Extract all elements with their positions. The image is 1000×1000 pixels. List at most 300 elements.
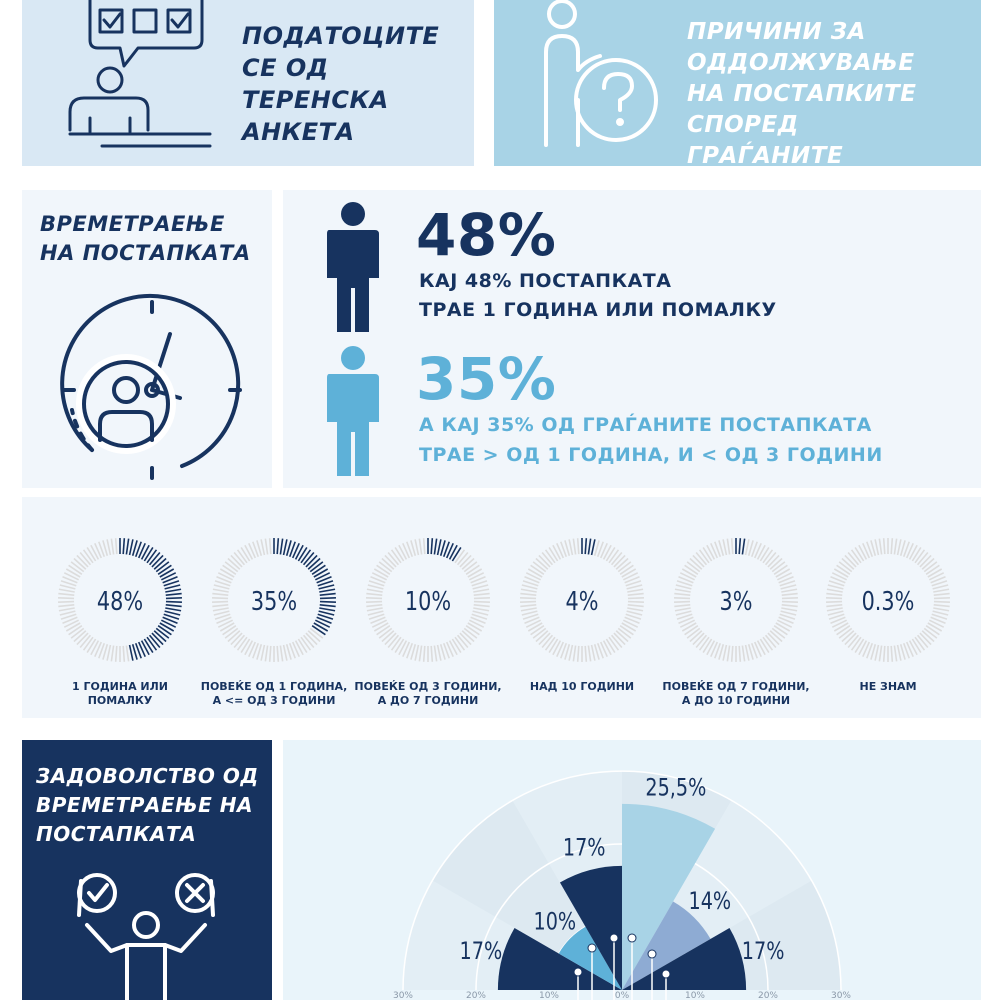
ring-tick-track — [241, 547, 249, 561]
ring-tick-track — [834, 623, 848, 631]
ring-tick-filled — [130, 645, 133, 661]
ring-tick-filled — [123, 538, 124, 554]
ring-tick-track — [379, 628, 392, 638]
ring-tick-track — [760, 639, 768, 653]
chart-pin-marker — [610, 934, 618, 942]
ring-tick-track — [732, 646, 733, 662]
ring-tick-track — [213, 589, 229, 592]
ring-tick-filled — [277, 538, 278, 554]
ring-tick-track — [531, 565, 544, 574]
ring-percent: 4% — [565, 585, 599, 617]
stat1-line1: КАЈ 48% ПОСТАПКАТА — [419, 270, 672, 292]
ring-tick-track — [879, 539, 881, 555]
ring-percent: 0.3% — [861, 585, 915, 617]
ring-tick-track — [723, 645, 726, 661]
ring-tick-track — [367, 608, 383, 611]
ring-tick-track — [898, 539, 901, 555]
ring-percent: 10% — [404, 585, 452, 617]
ring-tick-filled — [592, 539, 595, 555]
ring-tick-track — [520, 598, 536, 599]
ring-tick-track — [898, 645, 901, 661]
ring-tick-track — [685, 565, 698, 574]
ring-tick-track — [933, 608, 949, 611]
ring-tick-track — [310, 628, 323, 638]
ring-tick-track — [742, 646, 744, 662]
ring-label-line1: НАД 10 ГОДИНИ — [529, 680, 635, 693]
ring-tick-track — [628, 594, 644, 596]
ring-tick-track — [573, 539, 575, 555]
ring-tick-filled — [144, 547, 152, 561]
ring-tick-track — [474, 605, 490, 607]
ring-tick-filled — [312, 626, 325, 635]
ring-tick-track — [782, 605, 798, 607]
survey-title: ПОДАТОЦИТЕ СЕ ОД ТЕРЕНСКА АНКЕТА — [242, 22, 440, 146]
ring-tick-track — [520, 594, 536, 596]
ring-tick-filled — [588, 539, 590, 555]
ring-tick-track — [366, 605, 382, 607]
ring-tick-track — [685, 626, 698, 635]
chart-axis-tick: 20% — [465, 991, 487, 1000]
ring-tick-track — [265, 646, 267, 662]
ring-tick-track — [827, 608, 843, 611]
ring-tick-filled — [165, 589, 181, 592]
ring-tick-track — [366, 594, 382, 596]
ring-tick-track — [212, 605, 228, 607]
ring-label — [661, 680, 811, 708]
ring-tick-track — [826, 594, 842, 596]
stat2-line2: ТРАЕ > ОД 1 ГОДИНА, И < ОД 3 ГОДИНИ — [419, 444, 883, 466]
ring-tick-track — [265, 539, 267, 555]
chart-slice-label: 17% — [562, 834, 606, 863]
ring-tick-track — [926, 626, 939, 635]
ring-tick-track — [674, 598, 690, 599]
ring-tick-filled — [126, 539, 128, 555]
ring-tick-filled — [158, 565, 171, 574]
ring-tick-track — [928, 569, 942, 577]
ring-tick-track — [585, 646, 586, 662]
ring-tick-track — [855, 639, 863, 653]
ring-tick-track — [622, 623, 636, 631]
duration-title: ВРЕМЕТРАЕЊЕ НА ПОСТАПКАТА — [40, 212, 251, 265]
ring-tick-track — [377, 626, 390, 635]
ring-tick-track — [520, 602, 536, 603]
ring-tick-filled — [314, 569, 328, 577]
ring-tick-track — [894, 646, 896, 662]
ring-tick-filled — [431, 538, 432, 554]
ring-tick-track — [933, 589, 949, 592]
ring-tick-track — [852, 637, 861, 650]
ring-label — [813, 680, 963, 694]
ring-tick-track — [521, 608, 537, 611]
ring-tick-track — [455, 550, 464, 563]
ring-tick-track — [374, 623, 388, 631]
ring-tick-track — [915, 550, 924, 563]
ring-label-line1: ПОВЕЌЕ ОД 1 ГОДИНА, — [200, 680, 348, 693]
ring-tick-track — [126, 646, 128, 662]
chart-slice-label: 17% — [741, 937, 785, 966]
ring-tick-filled — [298, 547, 306, 561]
ring-tick-track — [213, 608, 229, 611]
ring-tick-track — [123, 646, 124, 662]
ring-tick-track — [723, 539, 726, 555]
ring-tick-track — [934, 605, 950, 607]
ring-tick-track — [520, 605, 536, 607]
ring-label-line2: ПОМАЛКУ — [87, 694, 153, 707]
ring-tick-filled — [156, 562, 169, 572]
ring-label — [353, 680, 503, 708]
ring-tick-filled — [438, 539, 441, 555]
ring-tick-track — [674, 602, 690, 603]
ring-tick-track — [220, 623, 234, 631]
ring-tick-track — [628, 598, 644, 599]
ring-tick-track — [875, 645, 878, 661]
chart-axis-tick: 20% — [757, 991, 779, 1000]
ring-tick-track — [894, 539, 896, 555]
ring-tick-filled — [434, 539, 436, 555]
satisfaction-title-panel — [22, 740, 272, 1000]
ring-tick-track — [277, 646, 278, 662]
survey-person-icon — [62, 0, 222, 150]
ring-tick-track — [627, 608, 643, 611]
ring-tick-track — [392, 637, 401, 650]
ring-tick-track — [915, 637, 924, 650]
ring-tick-track — [473, 589, 489, 592]
ring-tick-filled — [156, 628, 169, 638]
ring-tick-track — [826, 605, 842, 607]
ring-tick-track — [839, 562, 852, 572]
ring-tick-track — [377, 565, 390, 574]
ring-tick-track — [261, 539, 264, 555]
ring-tick-track — [366, 602, 382, 603]
survey-panel — [22, 0, 474, 166]
ring-tick-track — [528, 623, 542, 631]
ring-tick-track — [687, 562, 700, 572]
ring-tick-track — [924, 562, 937, 572]
ring-tick-track — [241, 639, 249, 653]
ring-tick-filled — [314, 623, 328, 631]
chart-axis-tick: 10% — [684, 991, 706, 1000]
ring-tick-track — [837, 565, 850, 574]
ring-tick-track — [424, 538, 425, 554]
ring-tick-track — [578, 538, 579, 554]
ring-tick-track — [466, 626, 479, 635]
ring-chart — [358, 530, 498, 670]
ring-tick-track — [116, 538, 117, 554]
ring-tick-track — [301, 637, 310, 650]
ring-tick-track — [727, 539, 729, 555]
ring-tick-filled — [739, 538, 740, 554]
ring-tick-track — [628, 605, 644, 607]
ring-chart — [818, 530, 958, 670]
ring-tick-track — [238, 550, 247, 563]
person-navy-icon — [323, 202, 383, 332]
ring-label-line2: А ДО 10 ГОДИНИ — [681, 694, 791, 707]
ring-tick-filled — [320, 605, 336, 607]
ring-tick-track — [674, 594, 690, 596]
ring-tick-track — [700, 550, 709, 563]
ring-tick-track — [782, 594, 798, 596]
ring-tick-track — [781, 608, 797, 611]
ring-tick-track — [415, 645, 418, 661]
ring-tick-filled — [144, 639, 152, 653]
ring-tick-track — [682, 623, 696, 631]
ring-tick-track — [212, 602, 228, 603]
ring-tick-track — [464, 628, 477, 638]
ring-tick-track — [270, 538, 271, 554]
ring-tick-track — [225, 562, 238, 572]
ring-tick-track — [69, 565, 82, 574]
ring-tick-filled — [310, 562, 323, 572]
chart-slice-label: 10% — [533, 908, 577, 937]
ring-tick-track — [675, 589, 691, 592]
reasons-title: ПРИЧИНИ ЗА ОДДОЛЖУВАЊЕ НА ПОСТАПКИТЕ СПОРЕД ГРАЃАНИТЕ — [687, 19, 917, 169]
ring-percent: 48% — [96, 585, 144, 617]
ring-tick-track — [107, 539, 110, 555]
ring-chart — [666, 530, 806, 670]
ring-tick-track — [66, 569, 80, 577]
ring-chart — [50, 530, 190, 670]
ring-chart — [204, 530, 344, 670]
chart-pin-marker — [588, 944, 596, 952]
ring-tick-track — [280, 646, 282, 662]
ring-tick-filled — [320, 594, 336, 596]
ring-tick-track — [703, 639, 711, 653]
ring-tick-track — [87, 639, 95, 653]
duration-stats-panel — [283, 190, 981, 488]
ring-tick-track — [739, 646, 740, 662]
ring-tick-track — [682, 569, 696, 577]
ring-tick-track — [700, 637, 709, 650]
ring-tick-filled — [166, 605, 182, 607]
ring-tick-track — [468, 569, 482, 577]
ring-tick-track — [934, 594, 950, 596]
chart-axis-tick: 10% — [538, 991, 560, 1000]
ring-tick-track — [69, 626, 82, 635]
ring-tick-track — [284, 645, 287, 661]
ring-tick-track — [549, 639, 557, 653]
ring-tick-track — [781, 589, 797, 592]
ring-label — [199, 680, 349, 708]
ring-tick-track — [452, 639, 460, 653]
ring-label-line2: А ДО 7 ГОДИНИ — [377, 694, 479, 707]
ring-tick-track — [521, 589, 537, 592]
ring-tick-filled — [312, 565, 325, 574]
chart-axis-tick: 0% — [614, 991, 630, 1000]
ring-tick-filled — [160, 569, 174, 577]
ring-tick-track — [220, 569, 234, 577]
ring-tick-track — [732, 538, 733, 554]
reasons-panel — [494, 0, 981, 169]
person-sky-icon — [323, 346, 383, 476]
ring-tick-track — [58, 598, 74, 599]
ring-tick-filled — [147, 550, 156, 563]
polar-area-chart — [283, 740, 981, 1000]
ring-tick-track — [116, 646, 117, 662]
ring-tick-track — [261, 645, 264, 661]
ring-tick-track — [746, 539, 749, 555]
ring-tick-filled — [319, 608, 335, 611]
ring-tick-track — [826, 602, 842, 603]
ring-tick-track — [531, 626, 544, 635]
ring-tick-track — [774, 626, 787, 635]
ring-tick-track — [827, 589, 843, 592]
person-question-icon — [534, 0, 664, 150]
ring-tick-track — [474, 594, 490, 596]
ring-label — [45, 680, 195, 708]
ring-tick-track — [533, 562, 546, 572]
ring-tick-track — [419, 646, 421, 662]
stat1-value: 48% — [416, 201, 557, 269]
ring-tick-filled — [130, 539, 133, 555]
ring-tick-track — [434, 646, 436, 662]
ring-tick-track — [569, 539, 572, 555]
ring-tick-track — [727, 646, 729, 662]
ring-tick-track — [628, 602, 644, 603]
ring-tick-track — [855, 547, 863, 561]
duration-title-panel — [22, 190, 272, 488]
chart-axis-tick: 30% — [392, 991, 414, 1000]
ring-tick-track — [588, 646, 590, 662]
ring-tick-track — [298, 639, 306, 653]
ring-tick-track — [455, 637, 464, 650]
ring-tick-track — [618, 628, 631, 638]
ring-tick-track — [782, 598, 798, 599]
ring-tick-track — [763, 637, 772, 650]
ring-tick-track — [66, 623, 80, 631]
ring-tick-track — [852, 550, 861, 563]
ring-tick-track — [674, 605, 690, 607]
stat2-line1: А КАЈ 35% ОД ГРАЃАНИТЕ ПОСТАПКАТА — [419, 414, 872, 436]
ring-tick-track — [622, 569, 636, 577]
ring-tick-track — [474, 598, 490, 599]
ring-tick-track — [891, 538, 892, 554]
ring-tick-track — [59, 589, 75, 592]
ring-tick-filled — [166, 594, 182, 596]
satisfaction-title: ЗАДОВОЛСТВО ОД ВРЕМЕТРАЕЊЕ НА ПОСТАПКАТА — [36, 764, 259, 846]
ring-tick-track — [223, 565, 236, 574]
clock-person-icon — [52, 290, 252, 480]
ring-tick-track — [912, 547, 920, 561]
ring-tick-track — [606, 639, 614, 653]
ring-tick-track — [620, 626, 633, 635]
ring-tick-filled — [742, 539, 744, 555]
ring-label-line2: А <= ОД 3 ГОДИНИ — [212, 694, 336, 707]
ring-tick-track — [395, 639, 403, 653]
ring-tick-track — [438, 645, 441, 661]
ring-tick-track — [776, 623, 790, 631]
chart-slice-label: 14% — [688, 887, 732, 916]
ring-tick-track — [746, 645, 749, 661]
ring-tick-track — [926, 565, 939, 574]
ring-tick-track — [875, 539, 878, 555]
ring-tick-track — [424, 646, 425, 662]
ring-tick-track — [58, 594, 74, 596]
ring-tick-filled — [301, 550, 310, 563]
ring-tick-filled — [284, 539, 287, 555]
ring-percent: 35% — [250, 585, 298, 617]
ring-tick-track — [270, 646, 271, 662]
ring-tick-track — [839, 628, 852, 638]
ring-tick-track — [776, 569, 790, 577]
ring-tick-filled — [158, 626, 171, 635]
ring-tick-track — [87, 547, 95, 561]
ring-tick-track — [912, 639, 920, 653]
ring-tick-track — [609, 637, 618, 650]
ring-tick-track — [84, 550, 93, 563]
ring-tick-track — [238, 637, 247, 650]
ring-tick-track — [578, 646, 579, 662]
ring-tick-track — [379, 562, 392, 572]
ring-tick-filled — [585, 538, 586, 554]
ring-tick-track — [627, 589, 643, 592]
ring-tick-track — [58, 602, 74, 603]
ring-tick-track — [466, 565, 479, 574]
ring-tick-track — [225, 628, 238, 638]
ring-tick-track — [782, 602, 798, 603]
ring-tick-filled — [166, 602, 182, 603]
ring-tick-filled — [320, 602, 336, 603]
ring-tick-track — [924, 628, 937, 638]
ring-tick-track — [366, 598, 382, 599]
ring-chart — [512, 530, 652, 670]
ring-tick-track — [473, 608, 489, 611]
ring-tick-track — [392, 550, 401, 563]
ring-tick-track — [464, 562, 477, 572]
ring-tick-track — [772, 562, 785, 572]
ring-tick-track — [546, 637, 555, 650]
ring-tick-track — [111, 646, 113, 662]
ring-tick-track — [772, 628, 785, 638]
ring-tick-track — [618, 562, 631, 572]
ring-tick-track — [111, 539, 113, 555]
ring-tick-track — [934, 602, 950, 603]
ring-tick-track — [703, 547, 711, 561]
ring-label-line1: ПОВЕЌЕ ОД 3 ГОДИНИ, — [354, 680, 502, 693]
chart-pin-marker — [662, 970, 670, 978]
ring-tick-track — [760, 547, 768, 561]
satisfaction-chart-panel — [283, 740, 981, 1000]
chart-slice-label: 17% — [459, 937, 503, 966]
ring-tick-filled — [280, 539, 282, 555]
ring-tick-track — [884, 538, 885, 554]
ring-tick-track — [367, 589, 383, 592]
ring-tick-track — [58, 605, 74, 607]
ring-tick-track — [928, 623, 942, 631]
ring-tick-track — [879, 646, 881, 662]
ring-tick-track — [609, 550, 618, 563]
ring-tick-filled — [147, 637, 156, 650]
ring-tick-track — [468, 623, 482, 631]
ring-label — [507, 680, 657, 694]
ring-tick-track — [891, 646, 892, 662]
ring-tick-track — [573, 646, 575, 662]
ring-tick-track — [84, 637, 93, 650]
chart-pin-marker — [574, 968, 582, 976]
ring-tick-track — [71, 562, 84, 572]
ring-tick-track — [675, 608, 691, 611]
ring-tick-track — [546, 550, 555, 563]
stat2-value: 35% — [416, 345, 557, 413]
ring-tick-filled — [320, 598, 336, 599]
ring-tick-track — [620, 565, 633, 574]
ring-tick-track — [107, 645, 110, 661]
chart-axis-tick: 30% — [830, 991, 852, 1000]
ring-tick-track — [474, 602, 490, 603]
ring-tick-track — [223, 626, 236, 635]
ring-tick-track — [934, 598, 950, 599]
ring-tick-track — [549, 547, 557, 561]
ring-tick-track — [592, 645, 595, 661]
